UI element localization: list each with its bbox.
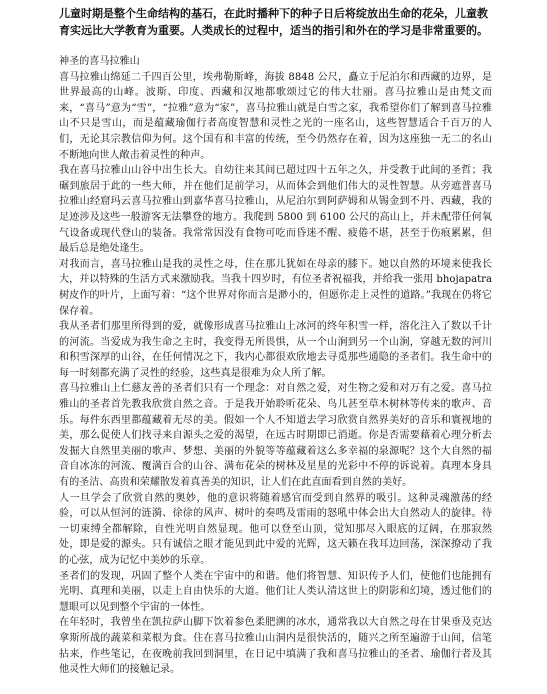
body-paragraph-2: 我在喜马拉雅山山谷中出生长大。自幼往来其间已超过四十五年之久，并受教于此间的圣哲；我碾到旅居于此的一些大师，并在他们足前学习，从而体会到他们伟大的灵性智慧。从旁遮普喜马拉雅山经窟玛云喜马拉雅山到嘉华喜马拉雅山，从尼泊尔到阿萨姆和从锡金到不丹、西藏，我的足迹涉及这些一般游客无法攀登的地方。我爬到 5800 到 6100 公尺的高山上，并未配带任何氧气设备或现代登山的装备。我常常因没有食物可吃而昏迷不醒、疲倦不堪，甚至于伤痕累累，但最后总是绝处逢生。 [59, 165, 492, 255]
body-paragraph-1: 喜马拉雅山绵延二千四百公里，埃弗勒斯峰，海拔 8848 公尺，矗立于尼泊尔和西藏的边界，是世界最高的山峰。波斯、印度、西藏和汉地都歌颂过它的伟大壮丽。喜马拉雅山是由梵文而来，“喜马”意为“雪”，“拉雅”意为“家”，喜马拉雅山就是白雪之家，我希望你们了解到喜马拉雅山不只是雪山，而是蕴藏瑜伽行者高度智慧和灵性之光的一座名山，这些智慧适合千百万的人们，无论其宗教信仰为何。这个国有和丰富的传统，至今仍然存在着，因为这座独一无二的名山不断地向世人敞击着灵性的种声。 [59, 71, 492, 161]
body-paragraph-8: 在年轻时，我曾坐在凯拉萨山脚下饮着参色柔肥溯的冰水，通常我以大自然之母在甘果垂及克达拿斯所战的蔬菜和菜根为食。住在喜马拉雅山山洞内是很快活的，随兴之所至遍游于山间，信笔拈来，作些笔记，在夜晚前我回到洞里，在日记中填满了我和喜马拉雅山的圣者、瑜伽行者及其他灵性大师们的接触记录。 [59, 617, 492, 676]
section-title: 神圣的喜马拉雅山 [59, 56, 140, 67]
body-paragraph-5: 喜马拉雅山上仁慈友善的圣者们只有一个理念：对自然之爱，对生物之爱和对万有之爱。喜马拉雅山的圣者首先教我欣赏自然之音。于是我开始聆听花朵、鸟儿甚至草木树林等传来的歌声、音乐。每件东西里都蕴藏着无尽的美。假如一个人不知道去学习欣赏自然界美好的音乐和寰视地的美，那么促使人们找寻来自源头之爱的渴望，在远古时期即已消逝。你是否需要藉着心理分析去发掘大自然里美丽的歌声、梦想、美丽的外貌等等蕴藏着这么多幸福的泉源呢？这个大自然的福音自冰冻的河流、覆满百合的山谷、满布花朵的树林及星星的光彩中不停的诉说着。真理本身具有的圣洁、高贵和荣耀散发着真善美的知识，让人们在此直面看到自然的美好。 [59, 383, 492, 489]
body-paragraph-4: 我从圣者们那里所得到的爱，就像形成喜马拉雅山上冰河的终年积雪一样，溶化注入了数以千计的河流。当爱成为我生命之主时，我变得无所畏惧，从一个山涧到另一个山涧，穿越无数的河川和积雪深厚的山谷，在任何情况之下，我内心都很欢欣地去寻觅那些通隐的圣者们。我生命中的每一时刻都充满了灵性的经验，这些真是很难为众人所了解。 [59, 321, 492, 379]
body-paragraph-7: 圣者们的发现，巩固了整个人类在宇宙中的和谐。他们将智慧、知识传予人们，使他们也能拥有光明、真理和美丽，以走上自由快乐的大道。他们让人类认清这世上的阴影和幻境，透过他们的慧眼可以见到整个宇宙的一体性。 [59, 570, 492, 613]
intro-paragraph: 儿童时期是整个生命结构的基石，在此时播种下的种子日后将绽放出生命的花朵，儿童教育实远比大学教育为重要。人类成长的过程中，适当的指引和外在的学习是非常重要的。 [59, 7, 488, 37]
body-paragraph-6: 人一旦学会了欣赏自然的奥妙，他的意识将随着感官而受到自然界的吸引。这种灵魂激荡的经验，可以从恒河的涟漪、徐徐的风声、树叶的奏鸣及雷雨的怒吼中体会出大自然动人的旋律。待一切束缚全都解除，自性光明自然显现。他可以登至山顶，觉知那尽入眼底的辽阔，在那寂然处，即是爱的源头。只有诚信之眼才能见到此中爱的光辉，这天籁在我耳边回荡，深深撩动了我的心弦，成为记忆中美妙的乐章。 [59, 492, 492, 566]
body-paragraph-3: 对我而言，喜马拉雅山是我的灵性之母，住在那儿犹如在母亲的膝下。她以自然的环境来使我长大，并以特殊的生活方式来激励我。当我十四岁时，有位圣者祝福我，并给我一张用 bhojapatra 树皮作的叶片，上面写着：“这个世界对你而言是渺小的，但愿你走上灵性的道路。”我现在仍将它保存着。 [59, 258, 492, 317]
